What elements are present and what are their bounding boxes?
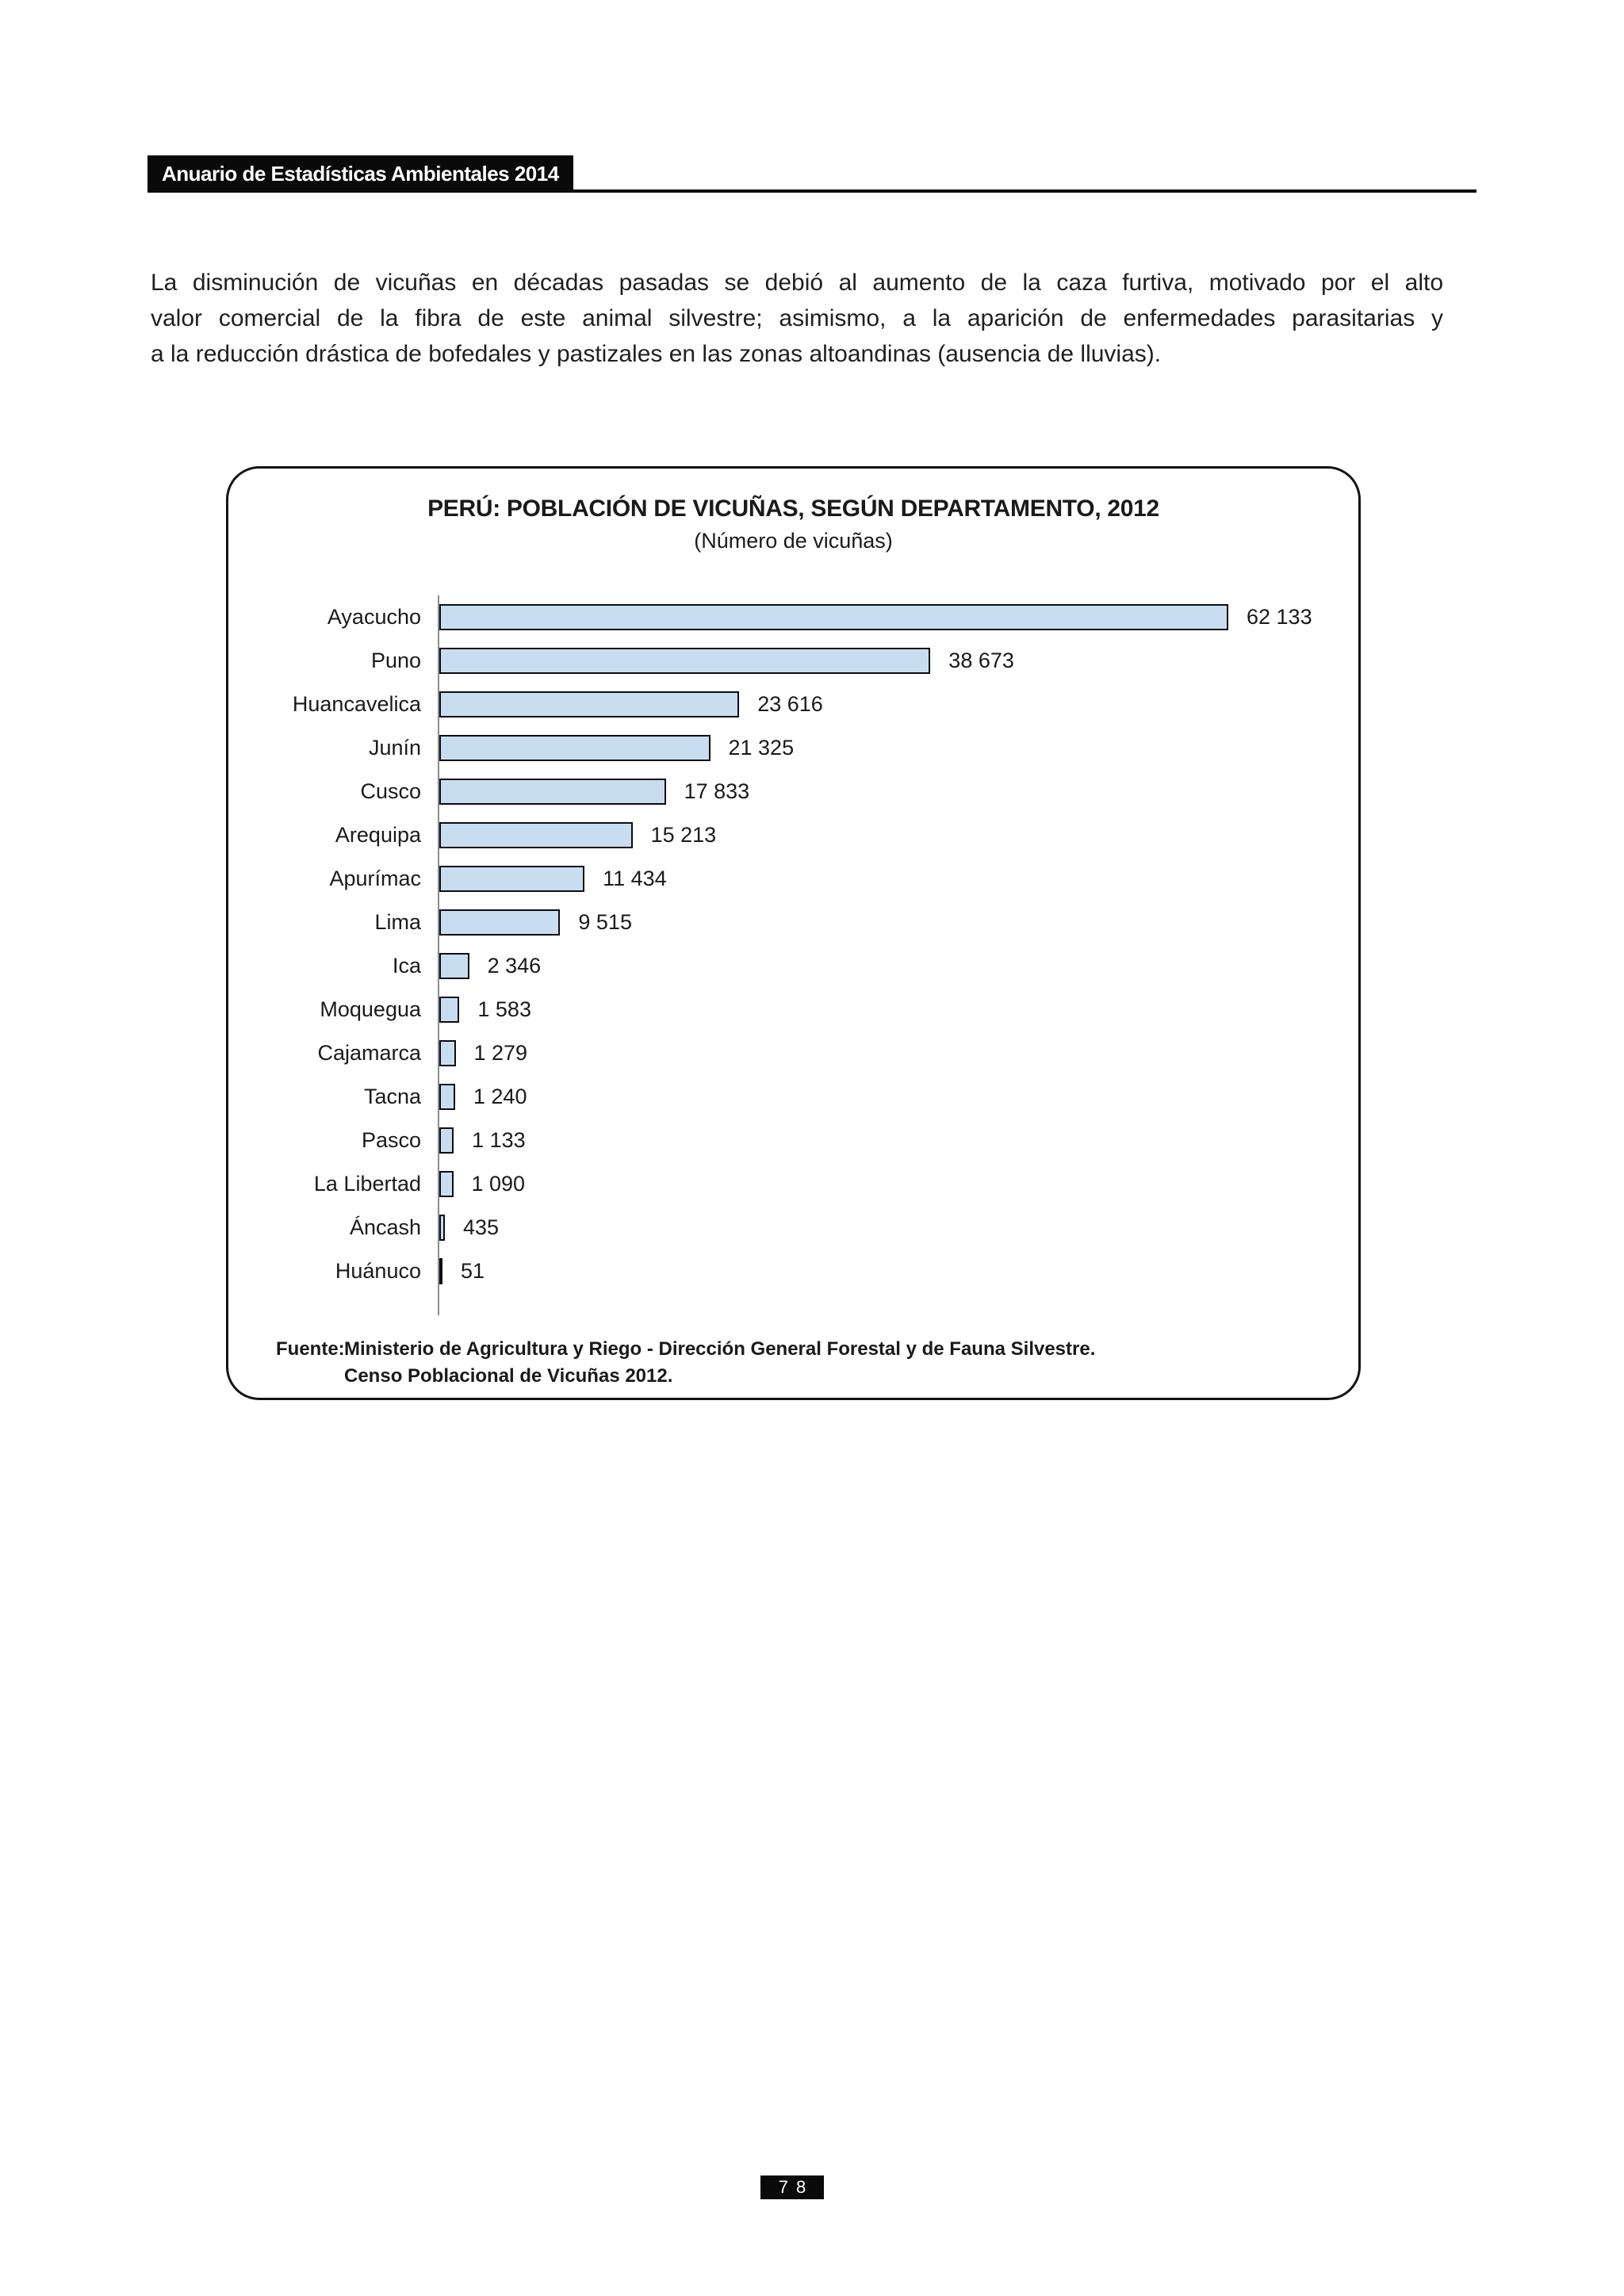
value-label: 21 325	[728, 736, 795, 760]
chart-row	[228, 595, 1339, 639]
header-banner	[147, 155, 573, 193]
source-note	[276, 1336, 1095, 1390]
chart-row	[228, 1075, 1339, 1119]
category-label: La Libertad	[313, 1172, 421, 1196]
value-label: 2 346	[487, 954, 542, 978]
bar-track	[438, 1206, 1339, 1249]
value-label: 1 240	[473, 1085, 527, 1108]
category-label: Cusco	[360, 779, 421, 803]
bar-track	[438, 1075, 1339, 1119]
category-label: Ica	[392, 954, 421, 978]
value-label: 435	[463, 1215, 500, 1239]
intro-paragraph	[151, 265, 1443, 372]
bar	[439, 1215, 445, 1241]
bar	[439, 997, 459, 1023]
bar-track	[438, 1162, 1339, 1206]
chart-row	[228, 813, 1339, 857]
chart-row	[228, 1031, 1339, 1075]
value-label: 23 616	[757, 692, 823, 716]
bar	[439, 1171, 454, 1197]
bar	[439, 1040, 456, 1066]
value-label: 62 133	[1247, 605, 1312, 629]
source-label: Fuente:	[276, 1338, 345, 1360]
value-label: 38 673	[948, 649, 1014, 672]
chart-row	[228, 1162, 1339, 1206]
value-label: 51	[461, 1259, 485, 1283]
value-label: 15 213	[650, 823, 717, 847]
bar-track	[438, 1031, 1339, 1075]
value-label: 1 583	[477, 997, 531, 1021]
paragraph-line: a la reducción drástica de bofedales y pastizales en las zonas altoandinas (ausencia de lluvias).	[151, 341, 1162, 367]
bar-track	[438, 595, 1339, 639]
chart-card	[226, 466, 1361, 1400]
chart-rows	[228, 595, 1339, 1315]
value-label: 11 434	[603, 867, 667, 890]
category-label: Moquegua	[320, 997, 421, 1021]
chart-row	[228, 683, 1339, 726]
category-label: Arequipa	[335, 823, 421, 847]
bar	[439, 691, 739, 718]
paragraph-line: valor comercial de la fibra de este animal silvestre; asimismo, a la aparición de enfermedades parasitarias y	[151, 305, 1443, 331]
chart-title: PERÚ: POBLACIÓN DE VICUÑAS, SEGÚN DEPARTAMENTO, 2012	[427, 496, 1159, 522]
chart-row	[228, 1119, 1339, 1162]
bar-track	[438, 639, 1339, 683]
category-label: Huancavelica	[292, 692, 421, 716]
chart-row	[228, 639, 1339, 683]
bar	[439, 735, 710, 761]
bar-track	[438, 683, 1339, 726]
value-label: 17 833	[684, 779, 750, 803]
bar	[439, 779, 666, 805]
category-label: Áncash	[349, 1215, 421, 1239]
value-label: 1 279	[473, 1041, 528, 1065]
chart-row	[228, 1206, 1339, 1249]
chart-row	[228, 857, 1339, 901]
category-label: Ayacucho	[327, 605, 421, 629]
bar	[439, 866, 584, 892]
bar	[439, 1127, 454, 1154]
source-line: Ministerio de Agricultura y Riego - Dirección General Forestal y de Fauna Silvestre.	[344, 1338, 1096, 1360]
value-label: 1 090	[471, 1172, 526, 1196]
chart-row	[228, 988, 1339, 1031]
bar-track	[438, 1249, 1339, 1293]
source-line: Censo Poblacional de Vicuñas 2012.	[344, 1365, 673, 1387]
bar	[439, 909, 560, 936]
bar-track	[438, 726, 1339, 770]
bar	[439, 822, 633, 848]
bar-track	[438, 857, 1339, 901]
chart-row	[228, 901, 1339, 944]
category-label: Lima	[374, 910, 421, 934]
bar	[439, 648, 930, 674]
header-rule	[147, 189, 1477, 193]
bar	[439, 1084, 455, 1110]
header-banner-text: Anuario de Estadísticas Ambientales 2014	[162, 162, 559, 186]
chart-row	[228, 770, 1339, 813]
category-label: Cajamarca	[317, 1041, 421, 1065]
bar-track	[438, 770, 1339, 813]
bar	[439, 1258, 442, 1284]
bar	[439, 953, 469, 979]
bar-track	[438, 988, 1339, 1031]
category-label: Junín	[368, 736, 421, 760]
page-number-badge: 78	[760, 2175, 824, 2199]
category-label: Huánuco	[335, 1259, 421, 1283]
bar-track	[438, 901, 1339, 944]
chart-subtitle: (Número de vicuñas)	[694, 529, 893, 553]
category-label: Pasco	[361, 1128, 421, 1152]
source-lines	[344, 1336, 1095, 1390]
bar-track	[438, 1119, 1339, 1162]
paragraph-line: La disminución de vicuñas en décadas pasadas se debió al aumento de la caza furtiva, motivado por el alto	[151, 270, 1443, 296]
chart-row	[228, 944, 1339, 988]
bar	[439, 604, 1228, 630]
category-label: Apurímac	[329, 867, 421, 890]
bar-track	[438, 813, 1339, 857]
chart-row	[228, 726, 1339, 770]
value-label: 9 515	[578, 910, 632, 934]
category-label: Tacna	[363, 1085, 421, 1108]
value-label: 1 133	[472, 1128, 526, 1152]
bar-track	[438, 944, 1339, 988]
chart-row	[228, 1249, 1339, 1293]
category-label: Puno	[370, 649, 421, 672]
axis-tail	[438, 1293, 439, 1315]
